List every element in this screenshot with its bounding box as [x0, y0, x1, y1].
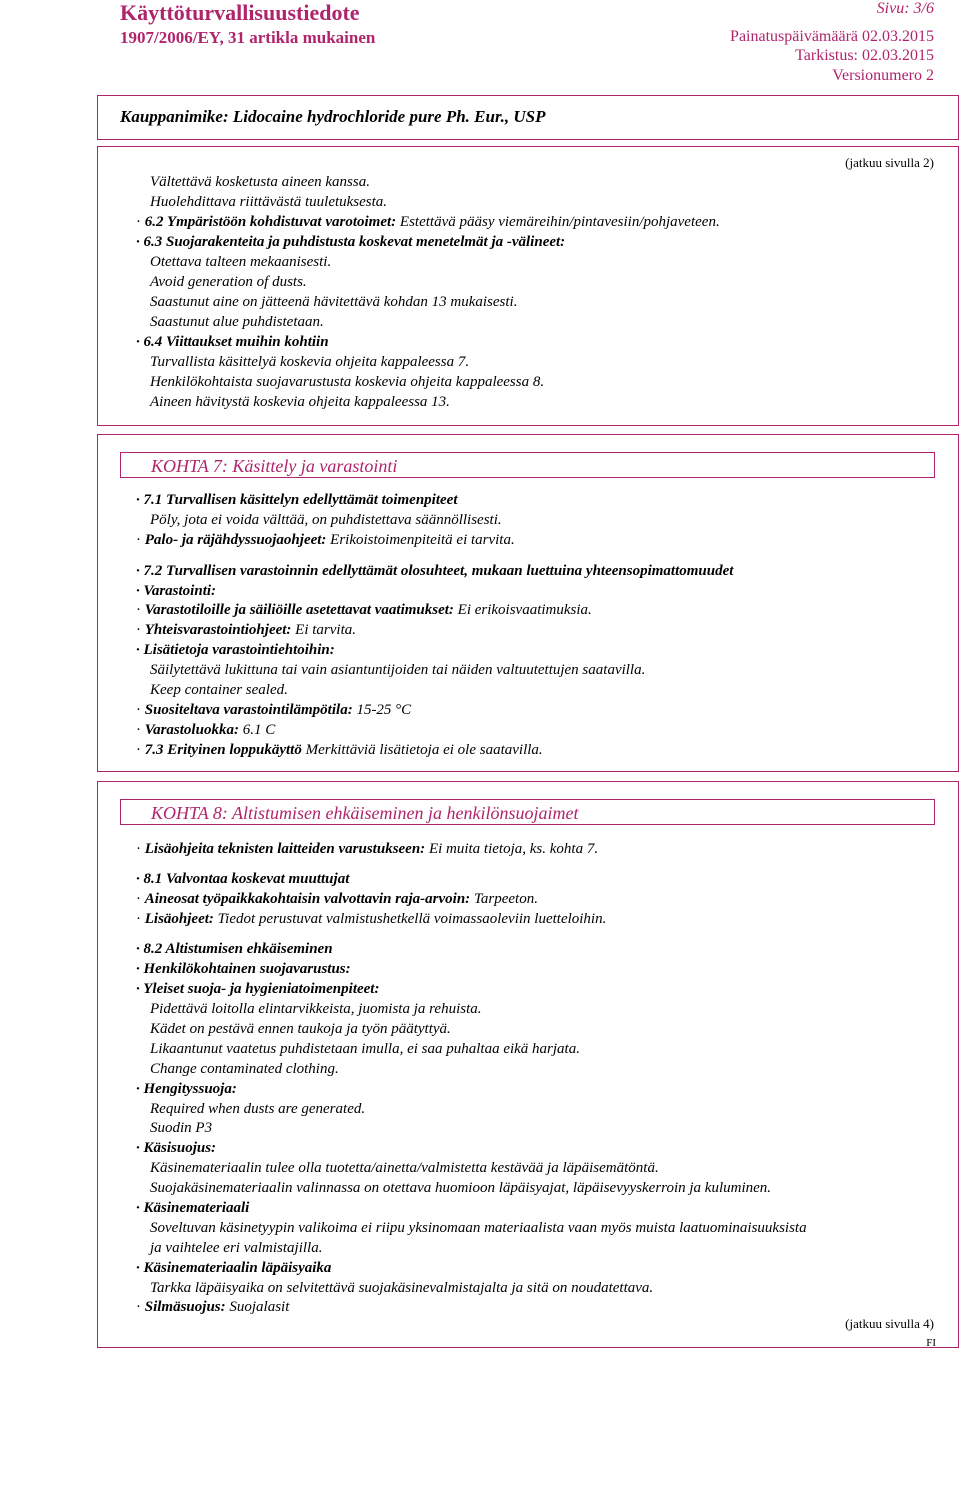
storage-requirements: · Varastotiloille ja säiliöille asetettavat vaatimukset: Ei erikoisvaatimuksia.	[136, 602, 592, 618]
document-title: Käyttöturvallisuustiedote	[120, 0, 360, 25]
text-line: Saastunut aine on jätteenä hävitettävä kohdan 13 mukaisesti.	[150, 294, 518, 310]
text-line: Käsinemateriaalin tulee olla tuotetta/ainetta/valmistetta kestävää ja läpäisemätöntä.	[150, 1160, 659, 1176]
text-line: Otettava talteen mekaanisesti.	[150, 254, 332, 270]
regulation: 1907/2006/EY, 31 artikla mukainen	[120, 28, 376, 47]
continued-on: (jatkuu sivulla 4)	[845, 1316, 934, 1331]
revision-date: Tarkistus: 02.03.2015	[795, 47, 934, 64]
subsection-7-1: · 7.1 Turvallisen käsittelyn edellyttämät toimenpiteet	[136, 492, 458, 508]
print-date: Painatuspäivämäärä 02.03.2015	[730, 28, 934, 45]
technical-equipment: · Lisäohjeita teknisten laitteiden varustukseen: Ei muita tietoja, ks. kohta 7.	[136, 841, 599, 857]
text-line: Turvallista käsittelyä koskevia ohjeita kappaleessa 7.	[150, 354, 470, 370]
text-line: Vältettävä kosketusta aineen kanssa.	[150, 174, 370, 190]
text-line: Soveltuvan käsinetyypin valikoima ei riipu yksinomaan materiaalista vaan myös muista laatuominaisuuksista	[150, 1220, 807, 1236]
eye-protection: · Silmäsuojus: Suojalasit	[136, 1299, 290, 1315]
text-line: ja vaihtelee eri valmistajilla.	[150, 1240, 323, 1256]
text-line: Keep container sealed.	[150, 682, 288, 698]
fire-protection: · Palo- ja räjähdyssuojaohjeet: Erikoistoimenpiteitä ei tarvita.	[136, 532, 515, 548]
subsection-7-2: · 7.2 Turvallisen varastoinnin edellyttämät olosuhteet, mukaan luettuina yhteensopimattomuudet	[136, 563, 734, 579]
subsection-6-4: · 6.4 Viittaukset muihin kohtiin	[136, 334, 329, 350]
text-line: Huolehdittava riittävästä tuuletuksesta.	[150, 194, 388, 210]
text-line: Säilytettävä lukittuna tai vain asiantuntijoiden tai näiden valtuutettujen saatavilla.	[150, 662, 646, 678]
section7-title: KOHTA 7: Käsittely ja varastointi	[120, 452, 935, 478]
ppe-label: · Henkilökohtainen suojavarustus:	[136, 961, 351, 977]
text-line: Required when dusts are generated.	[150, 1101, 366, 1117]
exposure-limits: · Aineosat työpaikkakohtaisin valvottavin raja-arvoin: Tarpeeton.	[136, 891, 538, 907]
subsection-6-2: · 6.2 Ympäristöön kohdistuvat varotoimet: Estettävä pääsy viemäreihin/pintavesiin/pohjaveteen.	[136, 214, 720, 230]
respiratory-label: · Hengityssuoja:	[136, 1081, 237, 1097]
page-number: Sivu: 3/6	[876, 0, 934, 17]
text-line: Tarkka läpäisyaika on selvitettävä suojakäsinevalmistajalta ja sitä on noudatettava.	[150, 1280, 654, 1296]
text-line: Avoid generation of dusts.	[150, 274, 307, 290]
section8-title: KOHTA 8: Altistumisen ehkäiseminen ja henkilönsuojaimet	[120, 799, 935, 825]
text-line: Change contaminated clothing.	[150, 1061, 339, 1077]
additional-info: · Lisäohjeet: Tiedot perustuvat valmistushetkellä voimassaoleviin luetteloihin.	[136, 911, 607, 927]
continued-from: (jatkuu sivulla 2)	[845, 155, 934, 170]
text-line: Aineen hävitystä koskevia ohjeita kappaleessa 13.	[150, 394, 450, 410]
storage-temperature: · Suositeltava varastointilämpötila: 15-25 °C	[136, 702, 412, 718]
text-line: Pöly, jota ei voida välttää, on puhdistettava säännöllisesti.	[150, 512, 502, 528]
subsection-8-2: · 8.2 Altistumisen ehkäiseminen	[136, 941, 333, 957]
text-line: Suodin P3	[150, 1120, 213, 1136]
trade-name: Kauppanimike: Lidocaine hydrochloride pure Ph. Eur., USP	[120, 107, 546, 126]
storage-info-label: · Lisätietoja varastointiehtoihin:	[136, 642, 335, 658]
hand-protection-label: · Käsisuojus:	[136, 1140, 217, 1156]
subsection-8-1: · 8.1 Valvontaa koskevat muuttujat	[136, 871, 350, 887]
penetration-time-label: · Käsinemateriaalin läpäisyaika	[136, 1260, 332, 1276]
joint-storage: · Yhteisvarastointiohjeet: Ei tarvita.	[136, 622, 356, 638]
text-line: Suojakäsinemateriaalin valinnassa on otettava huomioon läpäisyajat, läpäisevyyskerroin ja kuluminen.	[150, 1180, 772, 1196]
subsection-7-3: · 7.3 Erityinen loppukäyttö Merkittäviä lisätietoja ei ole saatavilla.	[136, 742, 543, 758]
text-line: Likaantunut vaatetus puhdistetaan imulla, ei saa puhaltaa eikä harjata.	[150, 1041, 580, 1057]
glove-material-label: · Käsinemateriaali	[136, 1200, 250, 1216]
hygiene-label: · Yleiset suoja- ja hygieniatoimenpiteet:	[136, 981, 380, 997]
text-line: Pidettävä loitolla elintarvikkeista, juomista ja rehuista.	[150, 1001, 482, 1017]
subsection-6-3: · 6.3 Suojarakenteita ja puhdistusta koskevat menetelmät ja -välineet:	[136, 234, 566, 250]
language-code: FI	[926, 1337, 936, 1349]
storage-label: · Varastointi:	[136, 583, 217, 599]
storage-class: · Varastoluokka: 6.1 C	[136, 722, 276, 738]
version-number: Versionumero 2	[832, 67, 934, 84]
text-line: Kädet on pestävä ennen taukoja ja työn päätyttyä.	[150, 1021, 451, 1037]
text-line: Henkilökohtaista suojavarustusta koskevia ohjeita kappaleessa 8.	[150, 374, 545, 390]
text-line: Saastunut alue puhdistetaan.	[150, 314, 324, 330]
